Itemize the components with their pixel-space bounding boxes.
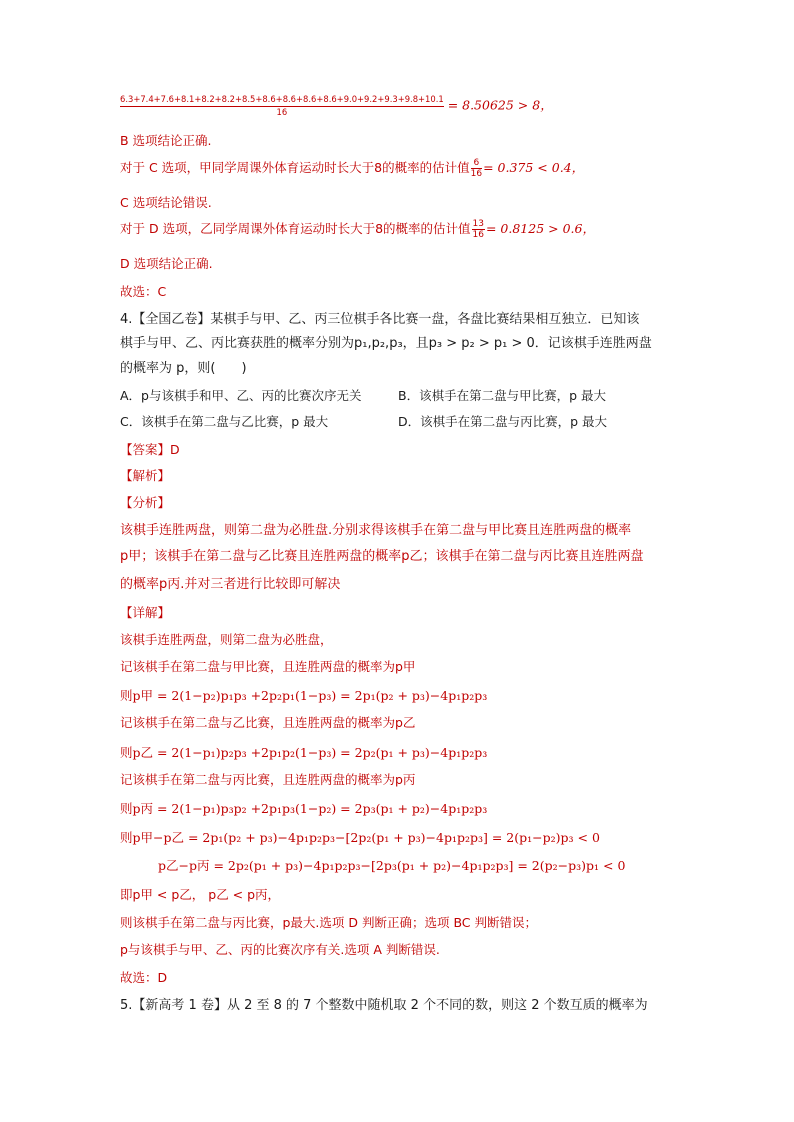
c-fraction-den: 16: [470, 169, 483, 179]
p-yi-formula: 则p乙 = 2(1−p₁)p₂p₃ +2p₁p₂(1−p₃) = 2p₂(p₁ + p₃)−4p₁p₂p₃: [120, 745, 488, 760]
q4-stem-2: 棋手与甲、乙、丙比赛获胜的概率分别为p₁,p₂,p₃，且p₃ > p₂ > p₁ > 0．记该棋手连胜两盘: [120, 336, 652, 351]
q4-options-row-2: [120, 413, 608, 431]
diff-yi-bing-formula: p乙−p丙 = 2p₂(p₁ + p₃)−4p₁p₂p₃−[2p₃(p₁ + p₂)−4p₁p₂p₃] = 2(p₂−p₃)p₁ < 0: [158, 858, 626, 873]
fenxi-line-2: p甲；该棋手在第二盘与乙比赛且连胜两盘的概率p乙；该棋手在第二盘与丙比赛且连胜两盘: [120, 549, 644, 564]
p-bing-formula: 则p丙 = 2(1−p₁)p₃p₂ +2p₁p₃(1−p₂) = 2p₃(p₁ + p₂)−4p₁p₂p₃: [120, 801, 488, 816]
choice-c: 故选：C: [120, 284, 167, 299]
d-option-result: = 0.8125 > 0.6，: [485, 221, 595, 236]
detail-line-4: 记该棋手在第二盘与乙比赛，且连胜两盘的概率为p乙: [120, 715, 416, 730]
fenxi-line-1: 该棋手连胜两盘，则第二盘为必胜盘.分别求得该棋手在第二盘与甲比赛且连胜两盘的概率: [120, 523, 632, 538]
b-conclusion: B 选项结论正确.: [120, 133, 212, 148]
sum-numerator: 6.3+7.4+7.6+8.1+8.2+8.2+8.5+8.6+8.6+8.6+8.6+9.0+9.2+9.3+9.8+10.1: [120, 94, 444, 107]
option-a: A．p与该棋手和甲、乙、丙的比赛次序无关: [120, 388, 362, 403]
detail-line-2: 记该棋手在第二盘与甲比赛，且连胜两盘的概率为p甲: [120, 659, 416, 674]
q4-stem-3: 的概率为 p，则( ): [120, 361, 247, 376]
choice-d: 故选：D: [120, 970, 168, 985]
option-b: B．该棋手在第二盘与甲比赛，p 最大: [398, 388, 606, 403]
inequality-line: 即p甲 < p乙， p乙 < p丙，: [120, 887, 281, 902]
detail-label: 【详解】: [120, 605, 171, 620]
sum-denominator: 16: [276, 107, 288, 117]
d-fraction: [472, 219, 485, 240]
d-fraction-den: 16: [472, 230, 484, 240]
c-conclusion: C 选项结论错误.: [120, 195, 212, 210]
d-conclusion: D 选项结论正确.: [120, 256, 213, 271]
detail-line-1: 该棋手连胜两盘，则第二盘为必胜盘，: [120, 632, 333, 647]
conclusion-line-2: p与该棋手与甲、乙、丙的比赛次序有关.选项 A 判断错误.: [120, 942, 440, 957]
c-option-text: 对于 C 选项，甲同学周课外体育运动时长大于8的概率的估计值: [120, 160, 470, 175]
q5-stem: 5.【新高考 1 卷】从 2 至 8 的 7 个整数中随机取 2 个不同的数，则这 2 个数互质的概率为: [120, 998, 648, 1013]
c-option-result: = 0.375 < 0.4，: [483, 160, 585, 175]
d-fraction-num: 13: [472, 219, 484, 229]
fenxi-label: 【分析】: [120, 495, 171, 510]
sum-fraction: [120, 94, 444, 118]
q4-options-row-1: [120, 387, 606, 405]
c-option-line: [120, 158, 584, 179]
d-option-text: 对于 D 选项，乙同学周课外体育运动时长大于8的概率的估计值: [120, 221, 471, 236]
analysis-label: 【解析】: [120, 468, 171, 483]
conclusion-line-1: 则该棋手在第二盘与丙比赛，p最大.选项 D 判断正确；选项 BC 判断错误；: [120, 915, 538, 930]
sum-fraction-line: [120, 94, 553, 118]
sum-result: = 8.50625 > 8，: [447, 97, 553, 113]
fenxi-line-3: 的概率p丙.并对三者进行比较即可解决: [120, 577, 341, 592]
option-c: C．该棋手在第二盘与乙比赛，p 最大: [120, 414, 329, 429]
c-fraction-num: 6: [471, 158, 482, 169]
answer-label: 【答案】D: [120, 442, 180, 457]
d-option-line: [120, 219, 595, 240]
q4-stem-1: 4.【全国乙卷】某棋手与甲、乙、丙三位棋手各比赛一盘，各盘比赛结果相互独立．已知该: [120, 312, 640, 327]
detail-line-6: 记该棋手在第二盘与丙比赛，且连胜两盘的概率为p丙: [120, 772, 416, 787]
diff-jia-yi-formula: 则p甲−p乙 = 2p₁(p₂ + p₃)−4p₁p₂p₃−[2p₂(p₁ + p₃)−4p₁p₂p₃] = 2(p₁−p₂)p₃ < 0: [120, 830, 600, 845]
c-fraction: [471, 158, 482, 179]
p-jia-formula: 则p甲 = 2(1−p₂)p₁p₃ +2p₂p₁(1−p₃) = 2p₁(p₂ + p₃)−4p₁p₂p₃: [120, 688, 488, 703]
option-d: D．该棋手在第二盘与丙比赛，p 最大: [398, 414, 608, 429]
